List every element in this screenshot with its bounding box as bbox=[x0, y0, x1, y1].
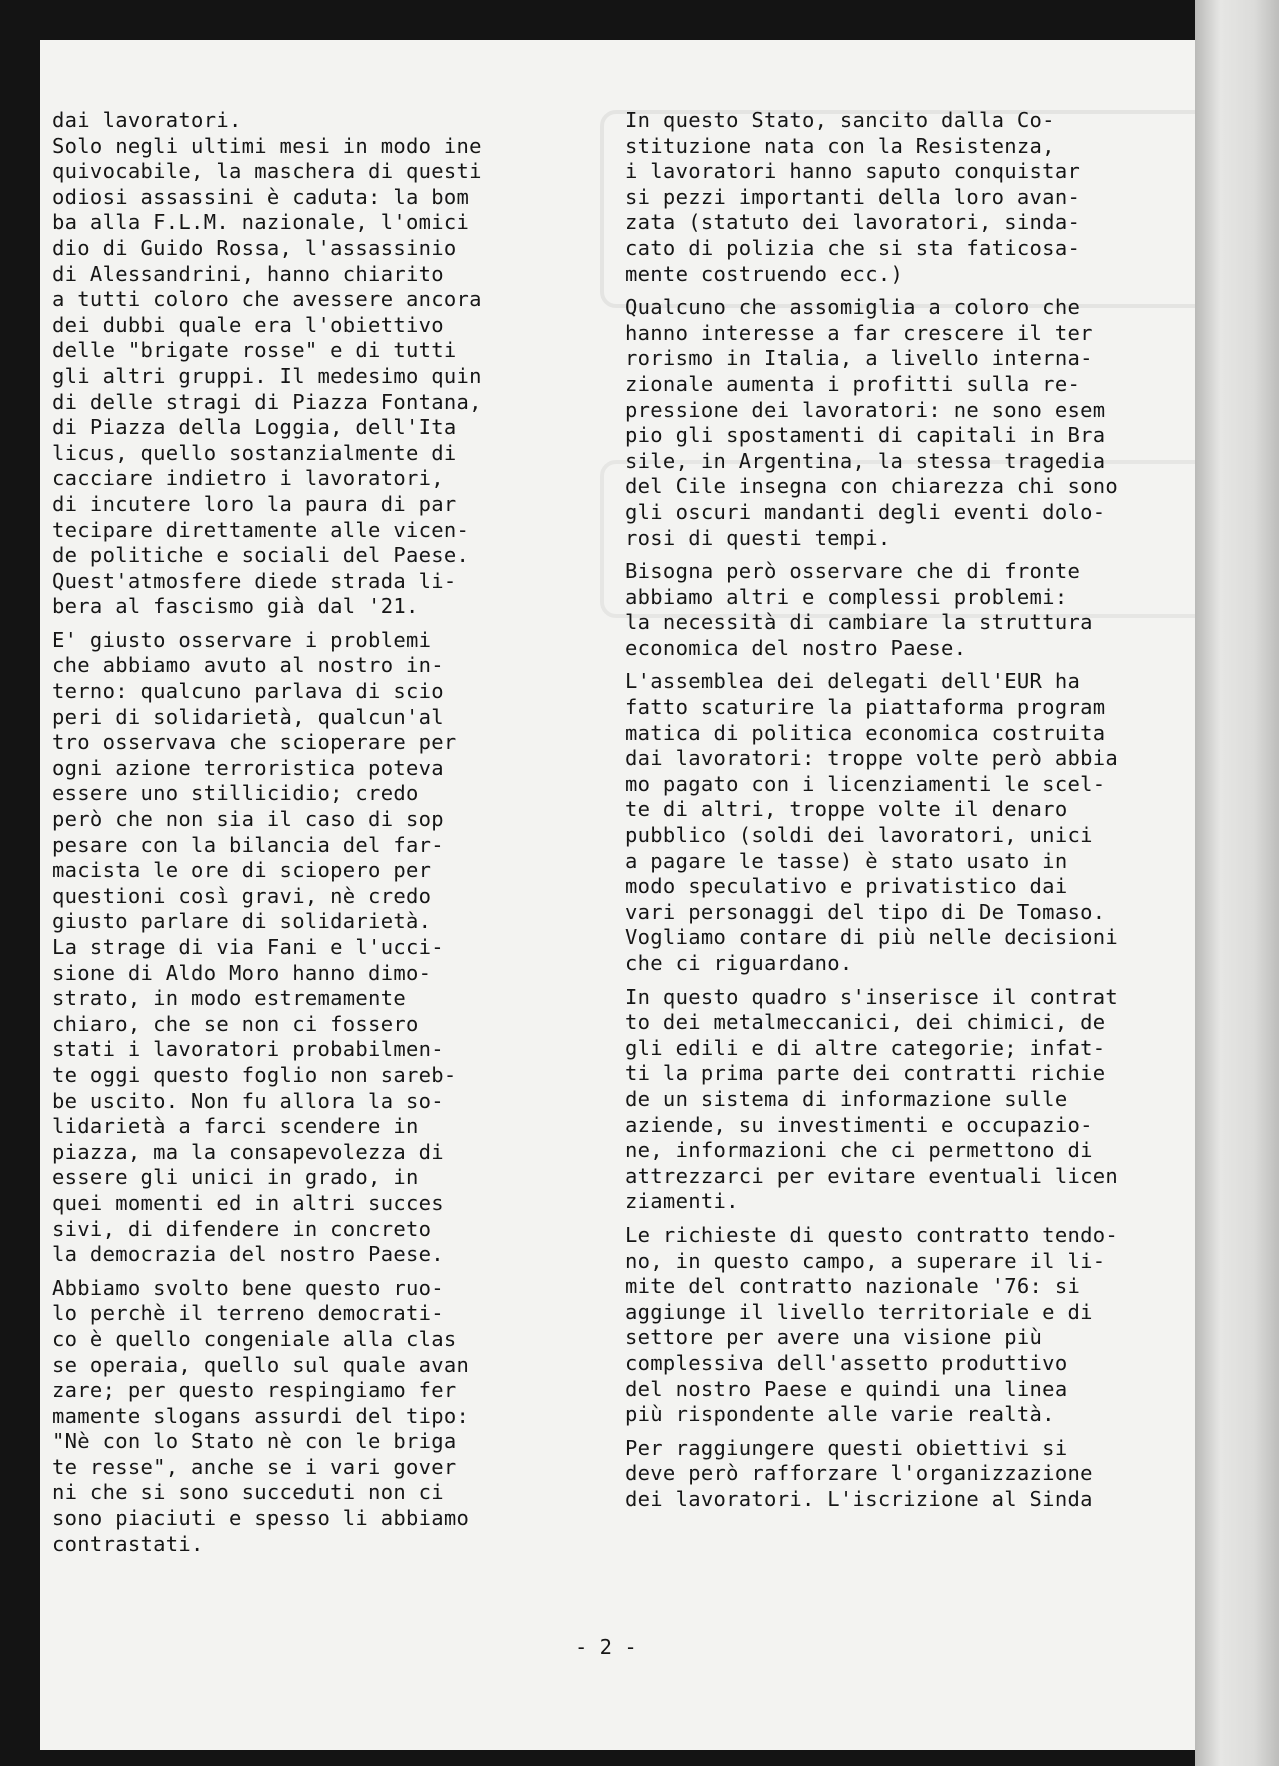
paragraph: Le richieste di questo contratto tendo- no, in questo campo, a superare il li- mite del contratto nazionale '76: si aggiunge il livello territoriale e di settore per avere una visione più complessiva dell'assetto produttivo del nostro Paese e quindi una linea più rispondente alle varie realtà. bbox=[625, 1222, 1119, 1427]
document-page bbox=[40, 40, 1240, 1750]
paragraph: E' giusto osservare i problemi che abbiamo avuto al nostro in- terno: qualcuno parlava di scio peri di solidarietà, qualcun'al tro osservava che scioperare per ogni azione terroristica poteva essere uno stillicidio; credo però che non sia il caso di sop pesare con la bilancia del far- macista le ore di sciopero per questioni così gravi, nè credo giusto parlare di solidarietà. La strage di via Fani e l'ucci- sione di Aldo Moro hanno dimo- strato, in modo estremamente chiaro, che se non ci fossero stati i lavoratori probabilmen- te oggi questo foglio non sareb- be uscito. Non fu allora la so- lidarietà a farci scendere in piazza, ma la consapevolezza di essere gli unici in grado, in quei momenti ed in altri succes sivi, di difendere in concreto la democrazia del nostro Paese. bbox=[52, 627, 457, 1267]
binding-edge bbox=[1195, 0, 1279, 1766]
paragraph: Bisogna però osservare che di fronte abbiamo altri e complessi problemi: la necessità di cambiare la struttura economica del nostro Paese. bbox=[625, 559, 1093, 660]
paragraph: dai lavoratori. Solo negli ultimi mesi in modo ine quivocabile, la maschera di questi odiosi assassini è caduta: la bom ba alla F.L.M. nazionale, l'omici dio di Guido Rossa, l'assassinio di Alessandrini, hanno chiarito a tutti coloro che avessere ancora dei dubbi quale era l'obiettivo delle "brigate rosse" e di tutti gli altri gruppi. Il medesimo quin di delle stragi di Piazza Fontana, di Piazza della Loggia, dell'Ita licus, quello sostanzialmente di cacciare indietro i lavoratori, di incutere loro la paura di par tecipare direttamente alle vicen- de politiche e sociali del Paese. Quest'atmosfere diede strada li- bera al fascismo già dal '21. bbox=[52, 108, 482, 619]
paragraph: Per raggiungere questi obiettivi si deve però rafforzare l'organizzazione dei lavoratori. L'iscrizione al Sinda bbox=[625, 1435, 1093, 1511]
right-column bbox=[625, 108, 1185, 1520]
paragraph: Qualcuno che assomiglia a coloro che hanno interesse a far crescere il ter rorismo in Italia, a livello interna- zionale aumenta i profitti sulla re- pressione dei lavoratori: ne sono esem pio gli spostamenti di capitali in Bra sile, in Argentina, la stessa tragedia del Cile insegna con chiarezza chi sono gli oscuri mandanti degli eventi dolo- rosi di questi tempi. bbox=[625, 295, 1119, 550]
paragraph: In questo quadro s'inserisce il contrat to dei metalmeccanici, dei chimici, de gli edili e di altre categorie; infat- ti la prima parte dei contratti richie de un sistema di informazione sulle aziende, su investimenti e occupazio- ne, informazioni che ci permettono di attrezzarci per evitare eventuali licen ziamenti. bbox=[625, 984, 1119, 1214]
paragraph: In questo Stato, sancito dalla Co- stituzione nata con la Resistenza, i lavoratori hanno saputo conquistar si pezzi importanti della loro avan- zata (statuto dei lavoratori, sinda- cato di polizia che si sta faticosa- mente costruendo ecc.) bbox=[625, 108, 1081, 286]
paragraph: L'assemblea dei delegati dell'EUR ha fatto scaturire la piattaforma program matica di politica economica costruita dai lavoratori: troppe volte però abbia mo pagato con i licenziamenti le scel- te di altri, troppe volte il denaro pubblico (soldi dei lavoratori, unici a pagare le tasse) è stato usato in modo speculativo e privatistico dai vari personaggi del tipo di De Tomaso. Vogliamo contare di più nelle decisioni che ci riguardano. bbox=[625, 669, 1119, 975]
page-number: - 2 - bbox=[575, 1635, 637, 1659]
left-column bbox=[52, 108, 572, 1565]
paragraph: Abbiamo svolto bene questo ruo- lo perchè il terreno democrati- co è quello congeniale alla clas se operaia, quello sul quale avan zare; per questo respingiamo fer mamente slogans assurdi del tipo: "Nè con lo Stato nè con le briga te resse", anche se i vari gover ni che si sono succeduti non ci sono piaciuti e spesso li abbiamo contrastati. bbox=[52, 1275, 470, 1556]
